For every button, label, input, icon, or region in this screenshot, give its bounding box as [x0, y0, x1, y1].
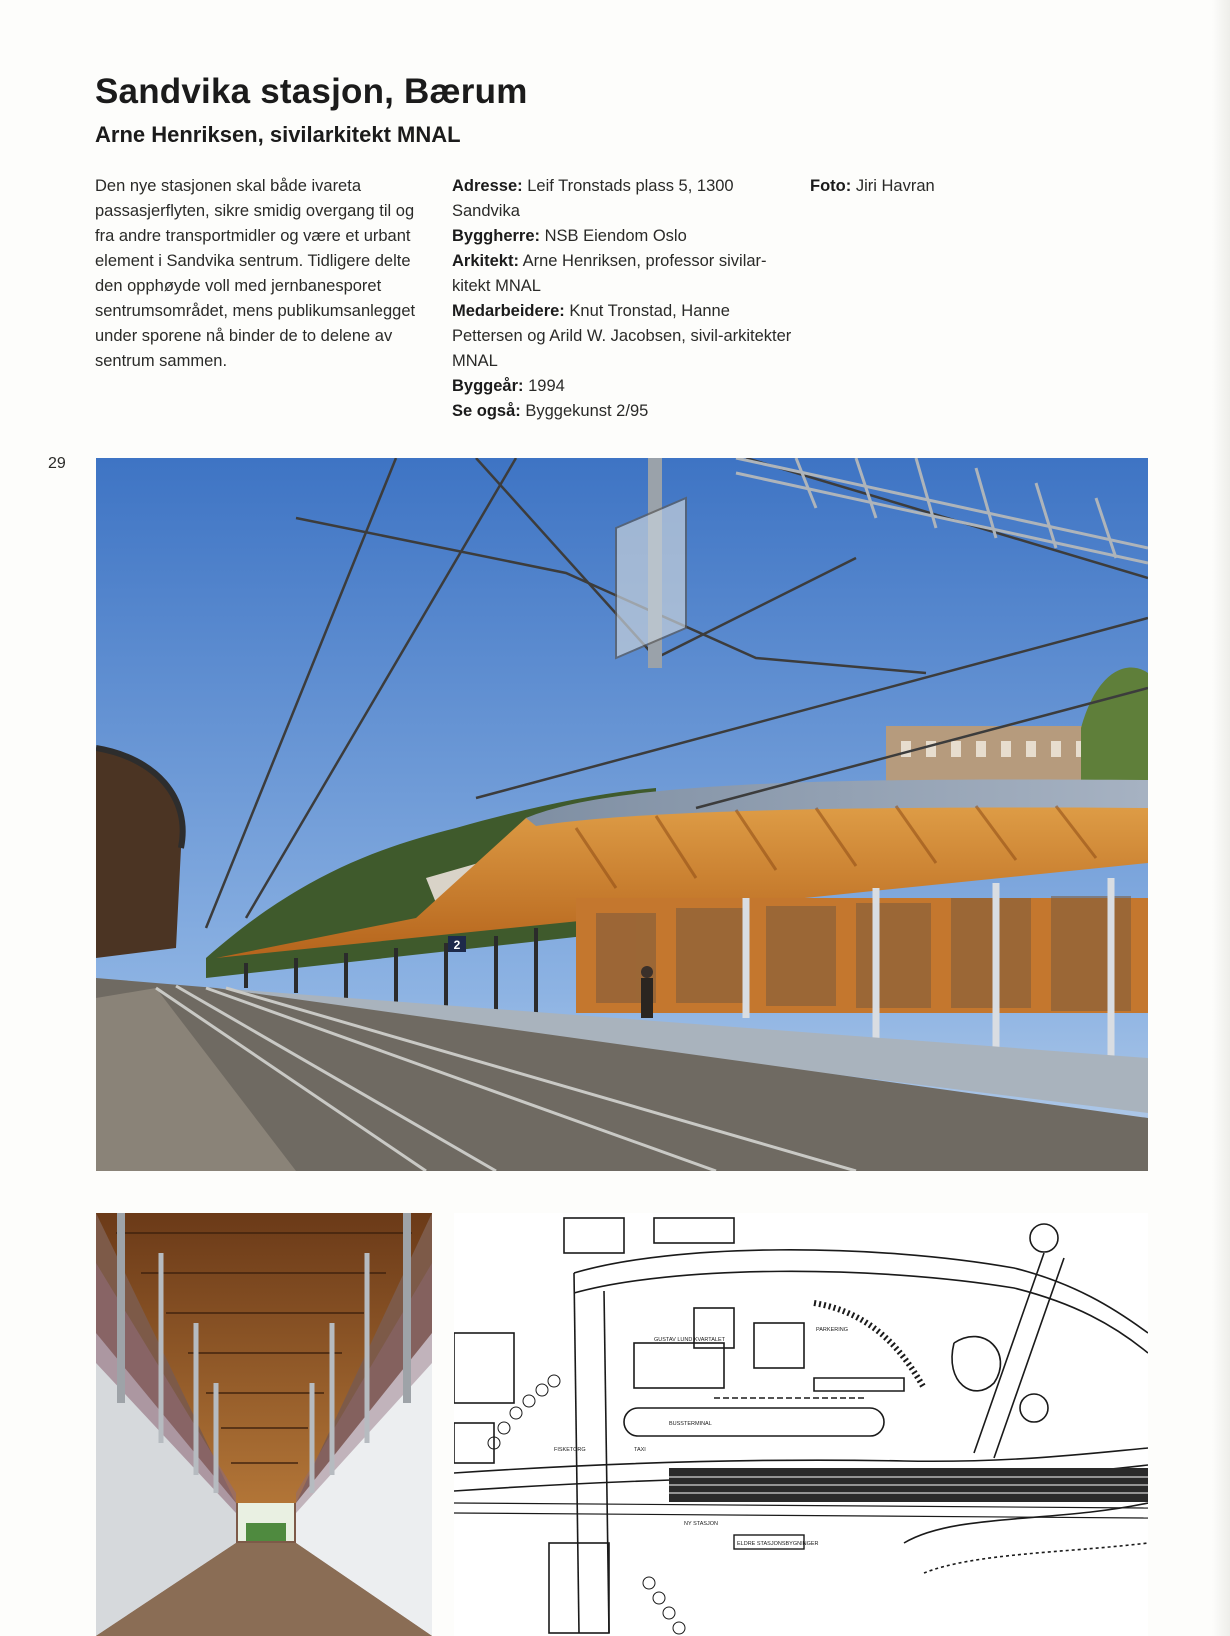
intro-text: Den nye stasjonen skal både ivareta passasjerflyten, sikre smidig overgang til og fra andre transportmidler og være et urbant element i Sandvika sentrum. Tidligere delte den opphøyde voll med jernbanesporet sentrumsområdet, mens publikumsanlegget under sporene nå binder de to delene av sentrum sammen. [95, 177, 416, 370]
plan-label-gustav-lund: GUSTAV LUND KVARTALET [654, 1337, 726, 1343]
plan-label-old-station-buildings: ELDRE STASJONSBYGNINGER [737, 1541, 819, 1547]
photo-credit-value: Jiri Havran [855, 177, 935, 195]
fact-label: Medarbeidere: [452, 302, 565, 320]
fact-label: Se også: [452, 402, 521, 420]
fact-value: Arne Henriksen, professor sivilar-kitekt MNAL [452, 252, 767, 295]
fact-year [452, 374, 797, 399]
page-subtitle: Arne Henriksen, sivilarkitekt MNAL [95, 122, 461, 147]
plan-label-new-station: NY STASJON [684, 1521, 719, 1527]
photo-credit [810, 174, 935, 199]
page-title: Sandvika stasjon, Bærum [95, 72, 528, 111]
site-plan-drawing [454, 1213, 1148, 1636]
fact-address [452, 174, 797, 224]
fact-see-also [452, 399, 797, 424]
project-facts [452, 174, 797, 424]
fact-architect [452, 249, 797, 299]
fact-label: Byggherre: [452, 227, 541, 245]
underpass-corridor-photo [96, 1213, 432, 1636]
platform-sign: 2 [453, 938, 461, 952]
station-platform-photo [96, 458, 1148, 1171]
fact-client [452, 224, 797, 249]
plan-label-fish-market: FISKETORG [554, 1447, 586, 1453]
page-edge [1212, 0, 1230, 1636]
fact-value: Knut Tronstad, Hanne Pettersen og Arild W. Jacobsen, sivil-arkitekter MNAL [452, 302, 792, 370]
page-number: 29 [48, 455, 66, 472]
fact-label: Adresse: [452, 177, 523, 195]
photo-credit-label: Foto: [810, 177, 852, 195]
fact-value: NSB Eiendom Oslo [544, 227, 687, 245]
fact-collaborators [452, 299, 797, 374]
fact-label: Arkitekt: [452, 252, 519, 270]
plan-label-taxi: TAXI [634, 1447, 646, 1453]
fact-value: Byggekunst 2/95 [525, 402, 649, 420]
plan-label-bus-terminal: BUSSTERMINAL [669, 1421, 712, 1427]
fact-value: 1994 [528, 377, 565, 395]
fact-label: Byggeår: [452, 377, 524, 395]
fact-value: Leif Tronstads plass 5, 1300 Sandvika [452, 177, 734, 220]
plan-label-parking: PARKERING [816, 1327, 848, 1333]
